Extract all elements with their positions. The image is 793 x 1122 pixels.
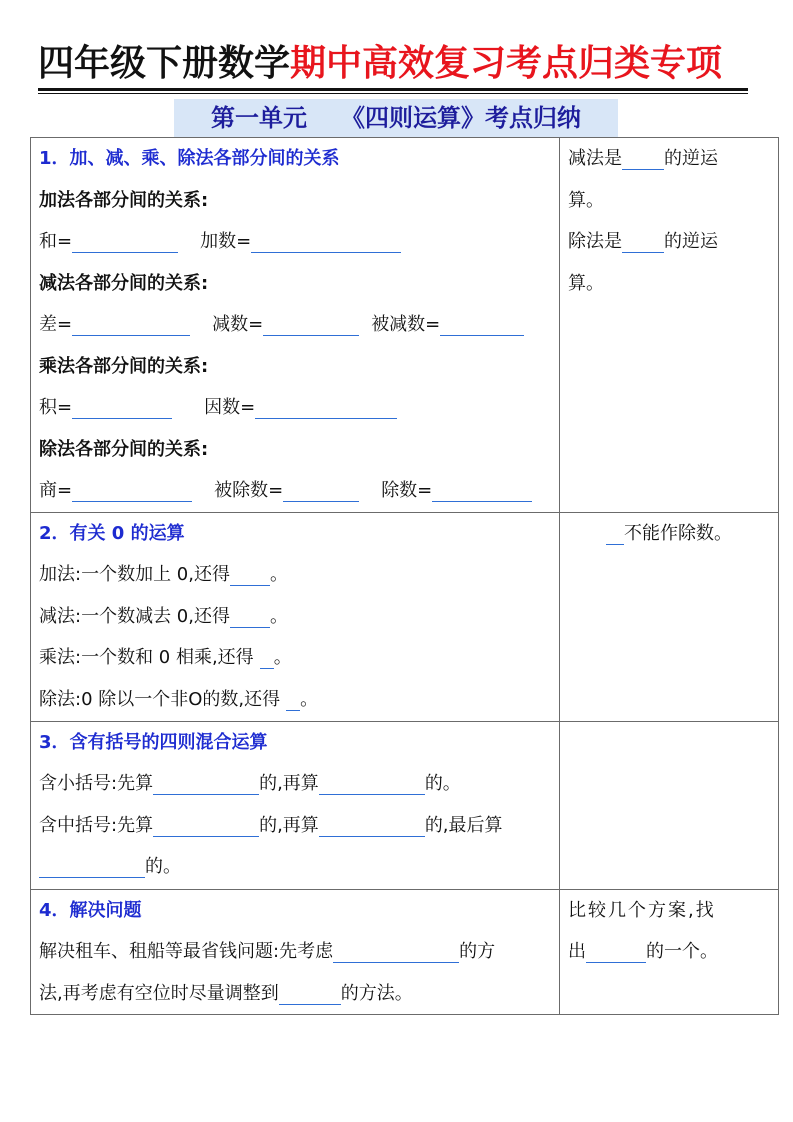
zero-sub-blank[interactable] xyxy=(230,603,270,628)
section-4-main xyxy=(31,889,560,1015)
addition-relations xyxy=(31,221,559,263)
factor-blank[interactable] xyxy=(255,394,397,419)
rule-text: 的。 xyxy=(424,773,461,794)
inverse-division xyxy=(560,221,778,263)
consider-first-blank[interactable] xyxy=(333,938,459,963)
title-red-part: 期中高效复习考点归类专项 xyxy=(290,43,723,84)
minuend-blank[interactable] xyxy=(440,311,524,336)
subtraction-heading: 减法各部分间的关系: xyxy=(39,272,209,294)
rule-text: 加法:一个数加上 0,还得 xyxy=(39,564,230,585)
rule-text: 乘法:一个数和 0 相乘,还得 xyxy=(39,647,254,668)
period: 。 xyxy=(273,647,292,668)
note-text: 不能作除数。 xyxy=(624,522,732,544)
period: 。 xyxy=(300,688,319,710)
dividend-blank[interactable] xyxy=(283,477,359,502)
small-brackets xyxy=(31,763,559,805)
minuend-label: 被减数= xyxy=(371,314,441,335)
middle-first-blank[interactable] xyxy=(153,812,259,837)
rule-text: 减法:一个数减去 0,还得 xyxy=(39,605,230,627)
title-black-part: 四年级下册数学 xyxy=(38,43,291,84)
rule-text: 的方法。 xyxy=(340,982,413,1004)
divisor-blank[interactable] xyxy=(432,477,532,502)
section-4-row xyxy=(31,889,779,1015)
rule-text: 法,再考虑有空位时尽量调整到 xyxy=(39,982,279,1004)
section-1-row xyxy=(31,138,779,513)
problem-line-1 xyxy=(31,931,559,973)
note-text: 除法是 xyxy=(568,231,622,252)
inverse-of-division-blank[interactable] xyxy=(622,228,664,253)
zero-add-blank[interactable] xyxy=(230,561,270,586)
rule-text: 含中括号:先算 xyxy=(39,814,154,836)
section-2-main xyxy=(31,512,560,721)
division-relations xyxy=(31,470,559,512)
section-2-row xyxy=(31,512,779,721)
best-plan-blank[interactable] xyxy=(586,938,646,963)
difference-blank[interactable] xyxy=(72,311,190,336)
zero-division xyxy=(31,679,559,721)
quotient-blank[interactable] xyxy=(72,477,192,502)
sum-blank[interactable] xyxy=(72,228,178,253)
subtitle-unit: 第一单元 xyxy=(211,104,307,132)
zero-multiplication xyxy=(31,637,559,679)
section-1-title: 1．加、减、乘、除法各部分间的关系 xyxy=(39,148,340,169)
sum-label: 和= xyxy=(39,231,73,252)
section-1-note xyxy=(560,138,779,513)
addend-blank[interactable] xyxy=(251,228,401,253)
zero-mul-blank[interactable] xyxy=(260,644,274,669)
rule-text: 含小括号:先算 xyxy=(39,773,154,794)
note-text: 的一个。 xyxy=(646,941,718,962)
review-table xyxy=(30,137,779,1015)
addend-label: 加数= xyxy=(200,231,252,252)
middle-brackets xyxy=(31,805,559,847)
middle-brackets-cont xyxy=(31,846,559,888)
section-3-note xyxy=(560,721,779,889)
unit-subtitle xyxy=(174,99,618,137)
multiplication-heading: 乘法各部分间的关系: xyxy=(39,355,209,377)
middle-then-blank[interactable] xyxy=(319,812,425,837)
zero-addition xyxy=(31,554,559,596)
note-text: 的逆运 xyxy=(664,231,718,252)
small-first-blank[interactable] xyxy=(153,770,259,795)
note-text: 出 xyxy=(568,941,586,962)
product-label: 积= xyxy=(39,397,73,418)
subtraction-relations xyxy=(31,304,559,346)
product-blank[interactable] xyxy=(72,394,172,419)
section-2-title: 2．有关 0 的运算 xyxy=(39,522,185,544)
inverse-of-subtraction-blank[interactable] xyxy=(622,145,664,170)
compare-plans: 比较几个方案,找 xyxy=(568,899,716,921)
adjust-to-blank[interactable] xyxy=(279,980,341,1005)
section-3-title: 3．含有括号的四则混合运算 xyxy=(39,731,268,753)
period: 。 xyxy=(269,605,288,627)
zero-div-blank[interactable] xyxy=(286,686,300,711)
cannot-be-divisor xyxy=(560,513,778,555)
rule-text: 解决租车、租船等最省钱问题:先考虑 xyxy=(39,941,334,962)
rule-text: 的,最后算 xyxy=(424,814,503,836)
addition-heading: 加法各部分间的关系: xyxy=(39,189,209,211)
rule-text: 的,再算 xyxy=(259,773,319,794)
divisor-label: 除数= xyxy=(381,480,433,501)
quotient-label: 商= xyxy=(39,480,73,501)
division-heading: 除法各部分间的关系: xyxy=(39,438,209,460)
rule-text: 除法:0 除以一个非O的数,还得 xyxy=(39,688,281,710)
note-line: 算。 xyxy=(568,189,604,211)
rule-text: 的,再算 xyxy=(259,814,319,836)
difference-label: 差= xyxy=(39,314,73,335)
period: 。 xyxy=(269,564,288,585)
section-4-title: 4．解决问题 xyxy=(39,899,142,921)
subtrahend-label: 减数= xyxy=(212,314,264,335)
find-best xyxy=(560,931,778,973)
subtitle-topic: 《四则运算》考点归纳 xyxy=(341,104,581,132)
rule-text: 的方 xyxy=(459,941,496,962)
small-then-blank[interactable] xyxy=(319,770,425,795)
problem-line-2 xyxy=(31,973,559,1015)
note-text: 减法是 xyxy=(568,148,622,169)
multiplication-relations xyxy=(31,387,559,429)
section-3-main xyxy=(31,721,560,889)
section-4-note xyxy=(560,889,779,1015)
section-3-row xyxy=(31,721,779,889)
title-underline-thick xyxy=(38,88,748,91)
page-title xyxy=(38,40,758,88)
inverse-subtraction xyxy=(560,138,778,180)
dividend-label: 被除数= xyxy=(214,480,284,501)
title-underline-thin xyxy=(38,93,748,94)
not-divisor-blank[interactable] xyxy=(606,520,624,545)
zero-subtraction xyxy=(31,596,559,638)
note-text: 的逆运 xyxy=(664,148,718,169)
section-1-main xyxy=(31,138,560,513)
section-2-note xyxy=(560,512,779,721)
factor-label: 因数= xyxy=(204,397,256,418)
middle-last-blank[interactable] xyxy=(39,853,145,878)
note-line: 算。 xyxy=(568,272,604,294)
rule-text: 的。 xyxy=(145,856,181,877)
subtrahend-blank[interactable] xyxy=(263,311,359,336)
